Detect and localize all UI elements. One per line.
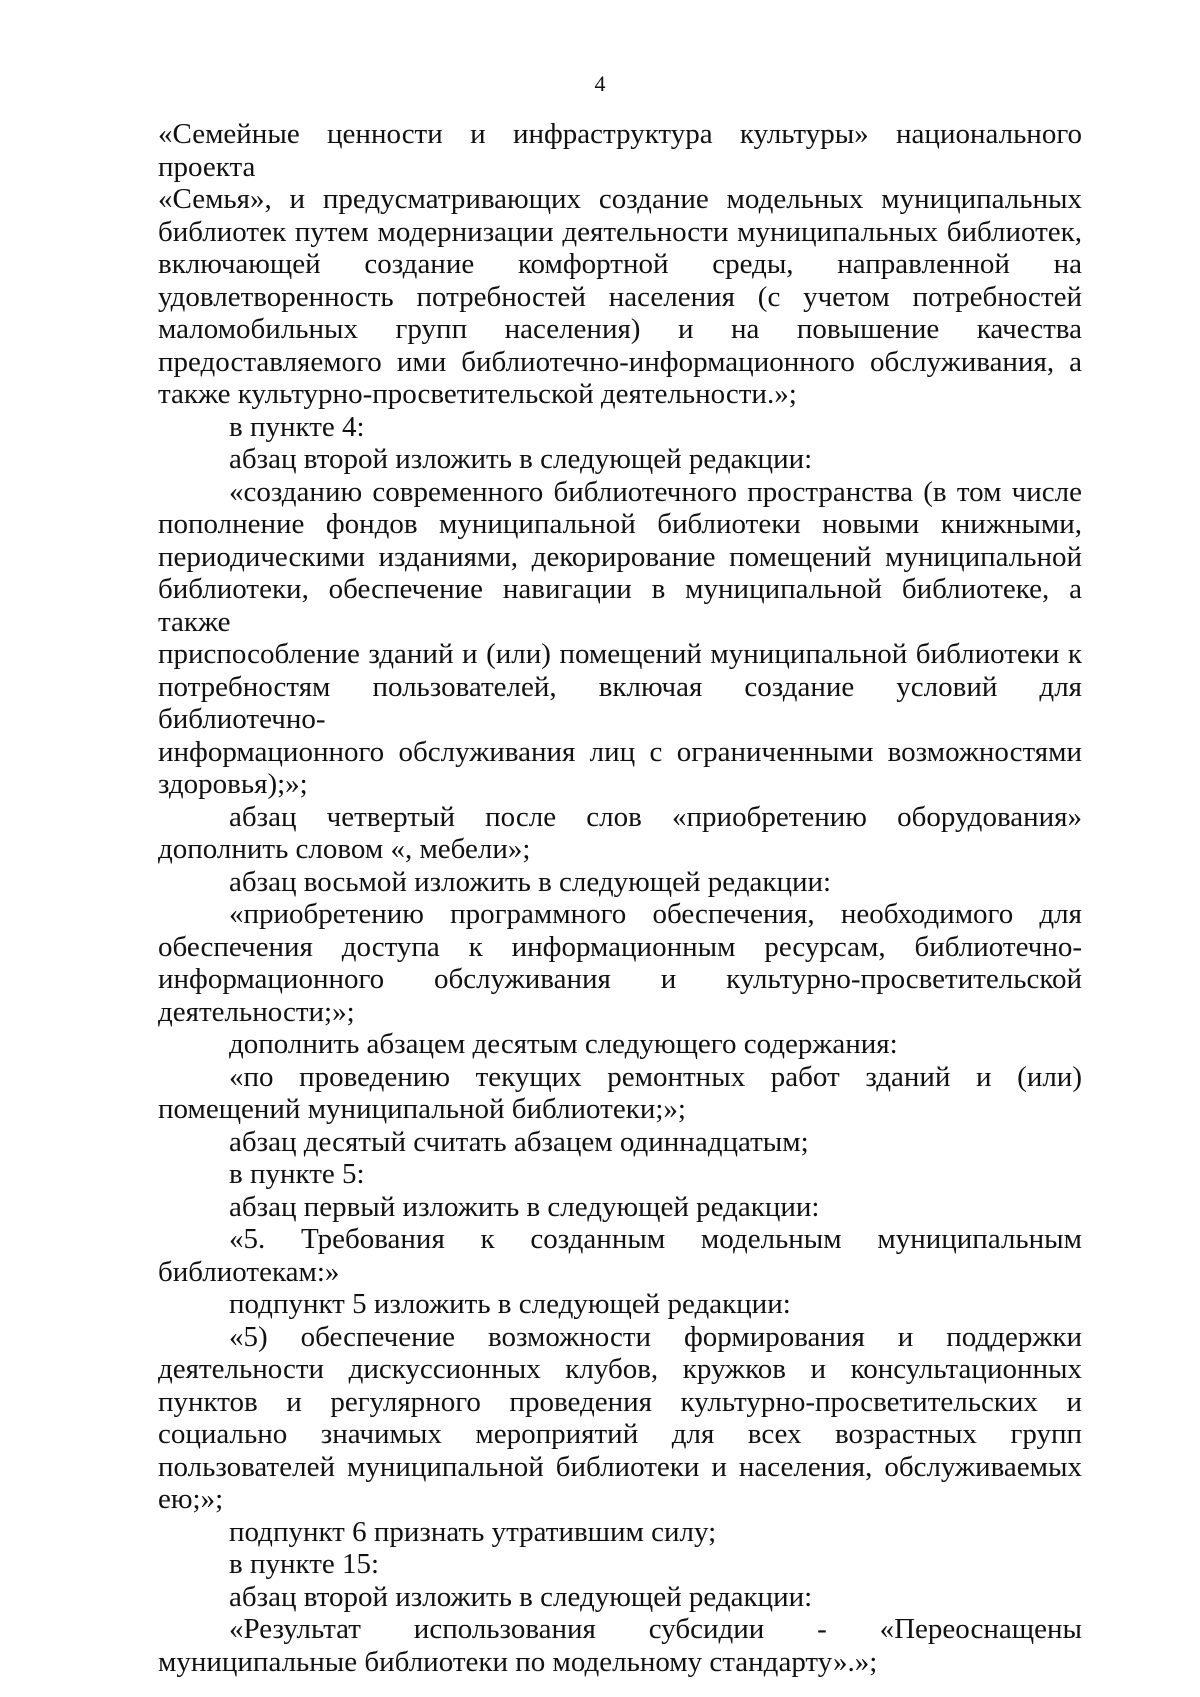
text-line: «5. Требования к созданным модельным муниципальным [229, 1223, 1082, 1255]
text-line: также культурно-просветительской деятельности.»; [158, 378, 797, 410]
text-line: библиотекам:» [158, 1255, 340, 1288]
text-line: потребностям пользователей, включая создание условий для библиотечно- [158, 670, 1082, 735]
text-line: абзац восьмой изложить в следующей редакции: [229, 865, 832, 898]
text-line: информационного обслуживания и культурно-просветительской [158, 963, 1082, 995]
text-line: пользователей муниципальной библиотеки и населения, обслуживаемых [158, 1450, 1082, 1483]
text-line: в пункте 4: [229, 410, 365, 443]
page-number: 4 [594, 71, 606, 96]
text-line: пунктов и регулярного проведения культурно-просветительских и [158, 1385, 1082, 1418]
text-line: абзац первый изложить в следующей редакции: [229, 1190, 820, 1223]
text-line: «5) обеспечение возможности формирования и поддержки [229, 1320, 1082, 1353]
document-body [158, 118, 1082, 1678]
text-line: пополнение фондов муниципальной библиотеки новыми книжными, [158, 508, 1082, 540]
text-line: абзац второй изложить в следующей редакции: [229, 1580, 813, 1613]
text-line: приспособление зданий и (или) помещений муниципальной библиотеки к [158, 638, 1082, 670]
text-line: «приобретению программного обеспечения, необходимого для [229, 898, 1082, 930]
text-line: «Семья», и предусматривающих создание модельных муниципальных [158, 183, 1082, 215]
text-line: абзац второй изложить в следующей редакции: [229, 443, 813, 475]
text-line: «Семейные ценности и инфраструктура культуры» национального проекта [158, 118, 1082, 183]
text-line: «по проведению текущих ремонтных работ зданий и (или) [229, 1060, 1082, 1093]
text-line: деятельности дискуссионных клубов, кружков и консультационных [158, 1353, 1082, 1385]
text-line: «Результат использования субсидии - «Переоснащены [229, 1613, 1082, 1645]
text-line: дополнить абзацем десятым следующего содержания: [229, 1028, 898, 1060]
text-line: абзац четвертый после слов «приобретению оборудования» [229, 800, 1082, 833]
text-line: предоставляемого ими библиотечно-информационного обслуживания, а [158, 345, 1082, 378]
text-line: обеспечения доступа к информационным ресурсам, библиотечно- [158, 930, 1082, 963]
text-line: библиотек путем модернизации деятельности муниципальных библиотек, [158, 215, 1082, 248]
text-line: подпункт 6 признать утратившим силу; [229, 1515, 717, 1548]
text-line: «созданию современного библиотечного пространства (в том числе [229, 475, 1082, 508]
text-line: в пункте 15: [229, 1548, 380, 1580]
text-line: информационного обслуживания лиц с ограниченными возможностями [158, 735, 1082, 768]
text-line: социально значимых мероприятий для всех возрастных групп [158, 1418, 1082, 1450]
text-line: подпункт 5 изложить в следующей редакции: [229, 1288, 791, 1320]
text-line: библиотеки, обеспечение навигации в муниципальной библиотеке, а также [158, 573, 1082, 638]
text-line: маломобильных групп населения) и на повышение качества [158, 313, 1082, 345]
text-line: деятельности;»; [158, 995, 355, 1028]
text-line: муниципальные библиотеки по модельному стандарту».»; [158, 1645, 878, 1678]
text-line: дополнить словом «, мебели»; [158, 833, 531, 865]
text-line: абзац десятый считать абзацем одиннадцатым; [229, 1125, 809, 1158]
text-line: включающей создание комфортной среды, направленной на [158, 248, 1082, 280]
text-line: в пункте 5: [229, 1158, 365, 1190]
text-line: ею;»; [158, 1483, 224, 1515]
text-line: здоровья);»; [158, 768, 308, 800]
text-line: удовлетворенность потребностей населения (с учетом потребностей [158, 280, 1082, 313]
text-line: помещений муниципальной библиотеки;»; [158, 1093, 686, 1125]
text-line: периодическими изданиями, декорирование помещений муниципальной [158, 540, 1082, 573]
